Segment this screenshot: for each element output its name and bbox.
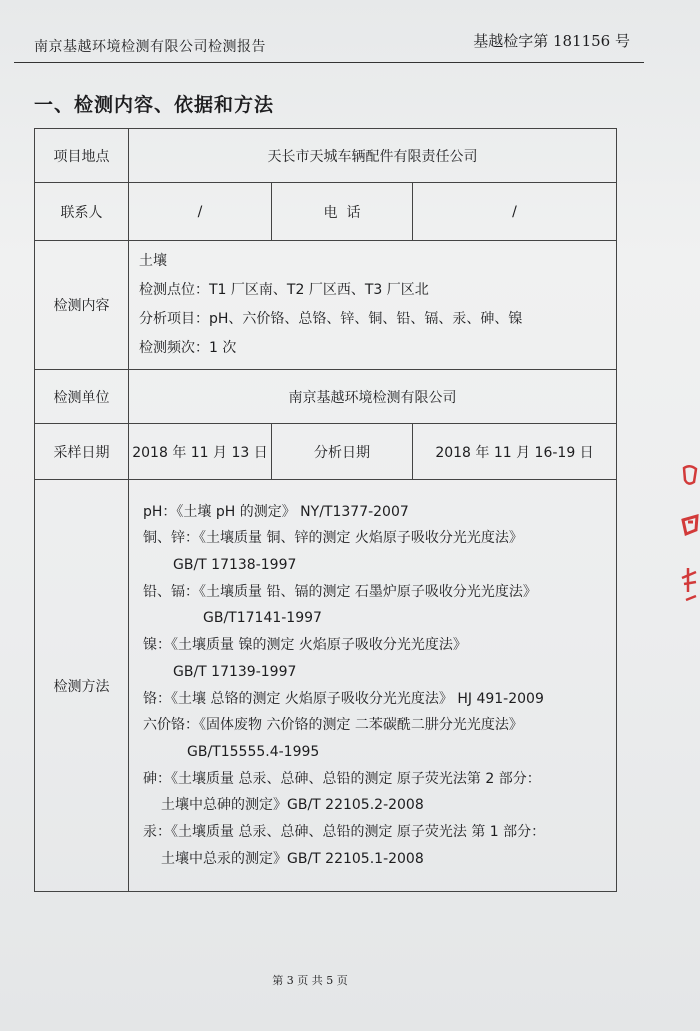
value-phone: / — [413, 183, 617, 241]
row-detection-content — [35, 241, 617, 370]
detection-content-cell — [129, 241, 617, 370]
content-line-analysis-items: 分析项目：pH、六价铬、总铬、锌、铜、铅、镉、汞、砷、镍 — [139, 311, 523, 327]
value-sampling-date: 2018 年 11 月 13 日 — [129, 424, 272, 480]
label-sampling-date: 采样日期 — [35, 424, 129, 480]
content-line-points: 检测点位：T1 厂区南、T2 厂区西、T3 厂区北 — [139, 282, 429, 298]
row-detection-methods — [35, 480, 617, 892]
inspection-info-table — [34, 128, 617, 892]
value-analysis-date: 2018 年 11 月 16-19 日 — [413, 424, 617, 480]
value-project-location: 天长市天城车辆配件有限责任公司 — [129, 129, 617, 183]
label-phone: 电 话 — [272, 183, 413, 241]
label-detection-methods: 检测方法 — [35, 480, 129, 892]
method-line-hexavalent-chromium-standard: GB/T15555.4-1995 — [187, 743, 320, 760]
value-contact: / — [129, 183, 272, 241]
method-line-copper-zinc-standard: GB/T 17138-1997 — [173, 556, 297, 573]
section-title: 一、检测内容、依据和方法 — [34, 94, 275, 116]
method-line-copper-zinc: 铜、锌：《土壤质量 铜、锌的测定 火焰原子吸收分光光度法》 — [143, 530, 523, 547]
method-line-chromium: 铬：《土壤 总铬的测定 火焰原子吸收分光光度法》 HJ 491-2009 — [143, 690, 544, 707]
content-line-frequency: 检测频次：1 次 — [139, 340, 237, 356]
method-line-ph: pH：《土壤 pH 的测定》 NY/T1377-2007 — [143, 503, 409, 520]
method-line-arsenic-standard: 土壤中总砷的测定》GB/T 22105.2-2008 — [161, 797, 424, 814]
row-contact — [35, 183, 617, 241]
row-detection-unit — [35, 370, 617, 424]
label-analysis-date: 分析日期 — [272, 424, 413, 480]
method-line-mercury-standard: 土壤中总汞的测定》GB/T 22105.1-2008 — [161, 850, 424, 867]
method-line-mercury: 汞：《土壤质量 总汞、总砷、总铅的测定 原子荧光法 第 1 部分： — [143, 824, 546, 841]
detection-methods-cell — [129, 480, 617, 892]
method-line-nickel: 镍：《土壤质量 镍的测定 火焰原子吸收分光光度法》 — [143, 637, 467, 654]
red-seal-stamp-edge — [678, 460, 700, 610]
method-line-lead-cadmium: 铅、镉：《土壤质量 铅、镉的测定 石墨炉原子吸收分光光度法》 — [143, 583, 537, 600]
row-dates — [35, 424, 617, 480]
label-detection-content: 检测内容 — [35, 241, 129, 370]
label-detection-unit: 检测单位 — [35, 370, 129, 424]
header-company-title: 南京基越环境检测有限公司检测报告 — [34, 39, 266, 55]
label-project-location: 项目地点 — [35, 129, 129, 183]
page-header — [14, 22, 644, 63]
method-line-nickel-standard: GB/T 17139-1997 — [173, 663, 297, 680]
page-number-footer: 第 3 页 共 5 页 — [272, 974, 348, 987]
row-project-location — [35, 129, 617, 183]
content-line-sample-type: 土壤 — [139, 253, 167, 269]
header-report-number: 基越检字第 181156 号 — [473, 32, 630, 50]
method-line-lead-cadmium-standard: GB/T17141-1997 — [203, 610, 322, 627]
method-line-hexavalent-chromium: 六价铬：《固体废物 六价铬的测定 二苯碳酰二肼分光光度法》 — [143, 717, 523, 734]
method-line-arsenic: 砷：《土壤质量 总汞、总砷、总铅的测定 原子荧光法第 2 部分： — [143, 770, 541, 787]
value-detection-unit: 南京基越环境检测有限公司 — [129, 370, 617, 424]
label-contact: 联系人 — [35, 183, 129, 241]
